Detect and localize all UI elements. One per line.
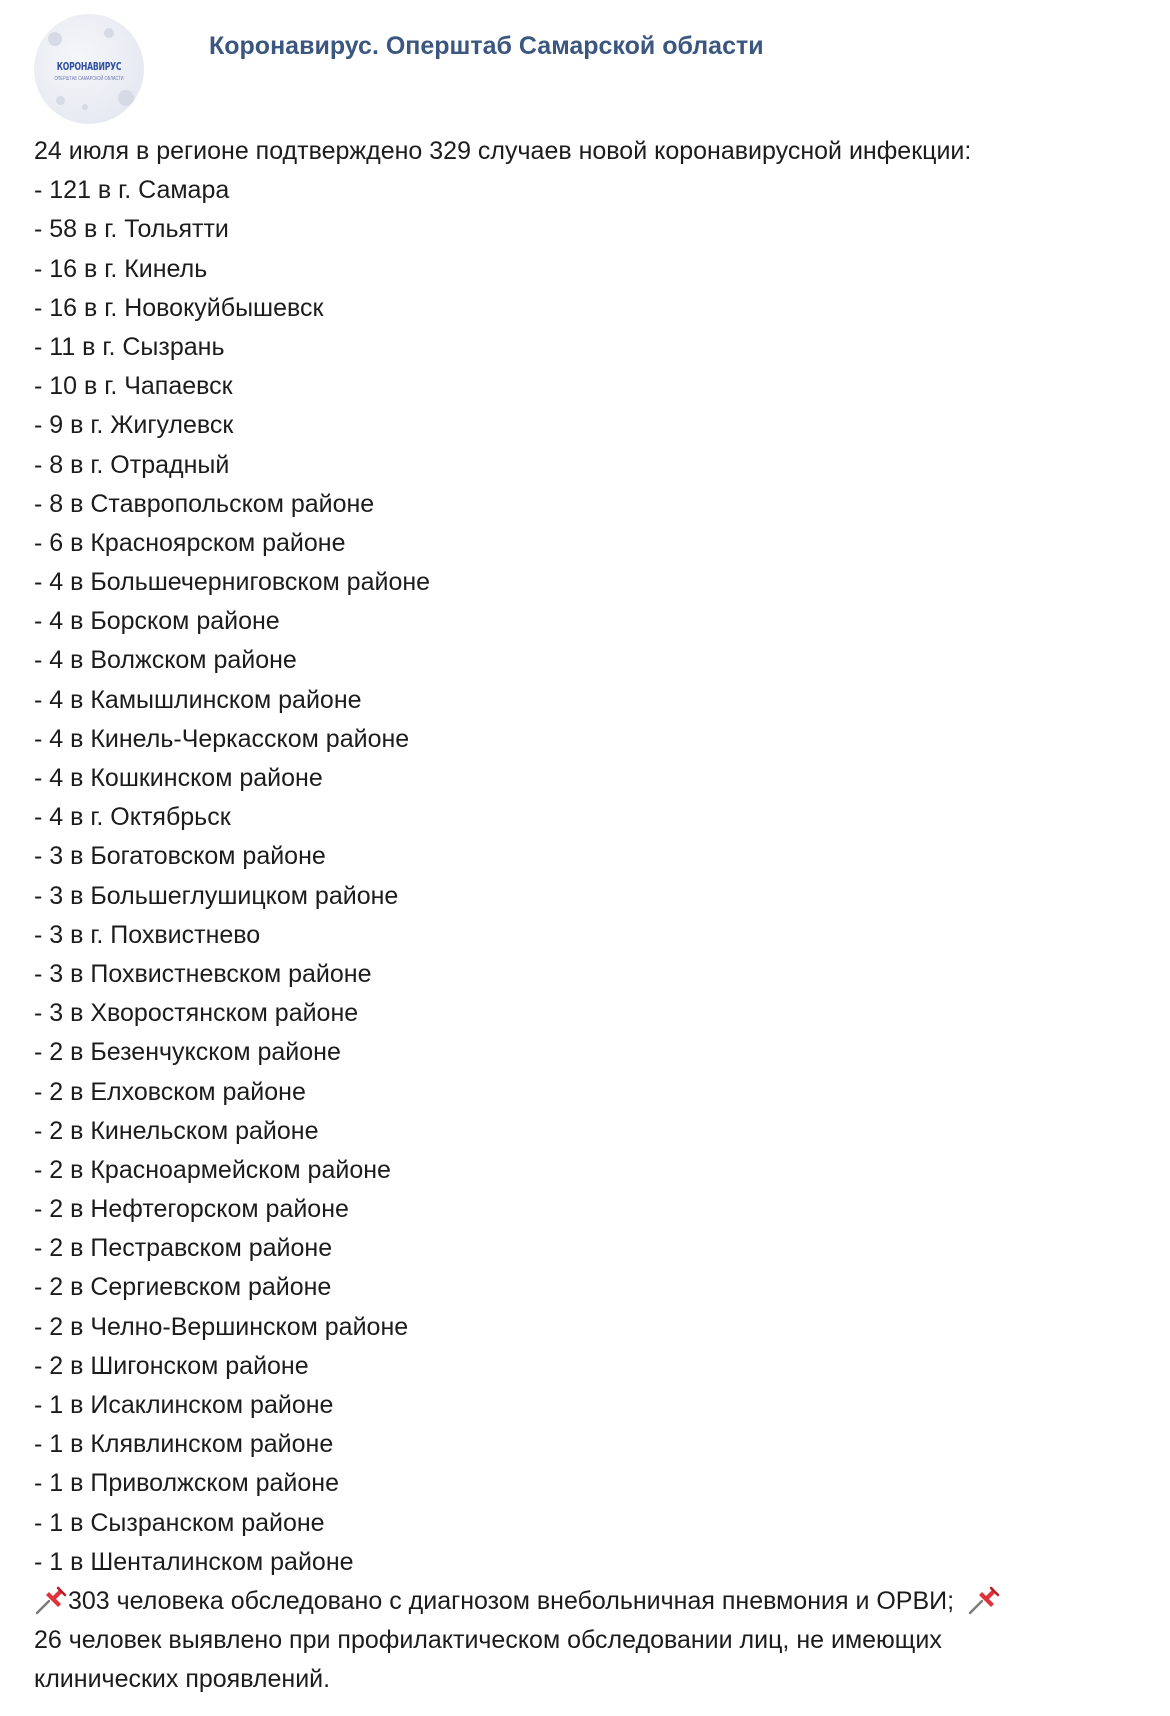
case-list-item: - 4 в Камышлинском районе <box>34 685 362 714</box>
case-list-item: - 4 в Волжском районе <box>34 646 297 675</box>
case-list-item: - 6 в Красноярском районе <box>34 528 346 557</box>
note-pneumonia <box>34 1582 1134 1621</box>
case-list-item: - 2 в Безенчукском районе <box>34 1038 341 1067</box>
case-list-item: - 11 в г. Сызрань <box>34 332 225 361</box>
case-list-item: - 3 в Похвистневском районе <box>34 959 372 988</box>
case-list-item: - 8 в Ставропольском районе <box>34 489 375 518</box>
group-name-link[interactable]: Коронавирус. Оперштаб Самарской области <box>209 32 764 60</box>
case-list-item: - 2 в Пестравском районе <box>34 1234 333 1263</box>
case-list-item: - 3 в г. Похвистнево <box>34 920 261 949</box>
note-screening: 26 человек выявлено при профилактическом обследовании лиц, не имеющих <box>34 1626 942 1655</box>
logo-text: КОРОНАВИРУС <box>56 60 122 73</box>
case-list-item: - 8 в г. Отрадный <box>34 450 230 479</box>
case-list-item: - 1 в Приволжском районе <box>34 1469 339 1498</box>
case-list-item: - 4 в г. Октябрьск <box>34 803 231 832</box>
case-list-item: - 10 в г. Чапаевск <box>34 372 233 401</box>
case-list <box>34 171 1134 1582</box>
post-header <box>34 14 764 124</box>
case-list-item: - 16 в г. Новокуйбышевск <box>34 293 324 322</box>
note-screening-end: клинических проявлений. <box>34 1665 331 1694</box>
case-list-item: - 2 в Нефтегорском районе <box>34 1195 349 1224</box>
case-list-item: - 2 в Шигонском районе <box>34 1351 309 1380</box>
case-list-item: - 4 в Кинель-Черкасском районе <box>34 724 410 753</box>
post-text <box>34 132 1134 1700</box>
case-list-item: - 1 в Сызранском районе <box>34 1508 325 1537</box>
case-list-item: - 3 в Богатовском районе <box>34 842 326 871</box>
pushpin-icon <box>967 1585 1001 1615</box>
case-list-item: - 2 в Сергиевском районе <box>34 1273 332 1302</box>
case-list-item: - 2 в Челно-Вершинском районе <box>34 1312 409 1341</box>
case-list-item: - 4 в Кошкинском районе <box>34 764 323 792</box>
pushpin-icon <box>34 1585 68 1615</box>
case-list-item: - 1 в Исаклинском районе <box>34 1391 334 1419</box>
logo-subtext: ОПЕРШТАБ САМАРСКОЙ ОБЛАСТИ <box>54 76 124 82</box>
note-pneumonia-text: 303 человека обследовано с диагнозом внебольничная пневмония и ОРВИ; <box>68 1586 955 1615</box>
case-list-item: - 2 в Елховском районе <box>34 1077 306 1106</box>
case-list-item: - 1 в Клявлинском районе <box>34 1430 334 1459</box>
case-list-item: - 1 в Шенталинском районе <box>34 1547 354 1576</box>
case-list-item: - 9 в г. Жигулевск <box>34 411 234 440</box>
case-list-item: - 2 в Красноармейском районе <box>34 1155 391 1184</box>
case-list-item: - 16 в г. Кинель <box>34 254 208 283</box>
group-avatar[interactable] <box>34 14 144 124</box>
case-list-item: - 3 в Хворостянском районе <box>34 999 359 1028</box>
case-list-item: - 3 в Большеглушицком районе <box>34 881 399 910</box>
case-list-item: - 4 в Большечерниговском районе <box>34 568 431 597</box>
case-list-item: - 121 в г. Самара <box>34 176 230 205</box>
case-list-item: - 4 в Борском районе <box>34 607 280 636</box>
case-list-item: - 2 в Кинельском районе <box>34 1116 319 1145</box>
post-intro: 24 июля в регионе подтверждено 329 случаев новой коронавирусной инфекции: <box>34 137 972 165</box>
case-list-item: - 58 в г. Тольятти <box>34 215 229 244</box>
